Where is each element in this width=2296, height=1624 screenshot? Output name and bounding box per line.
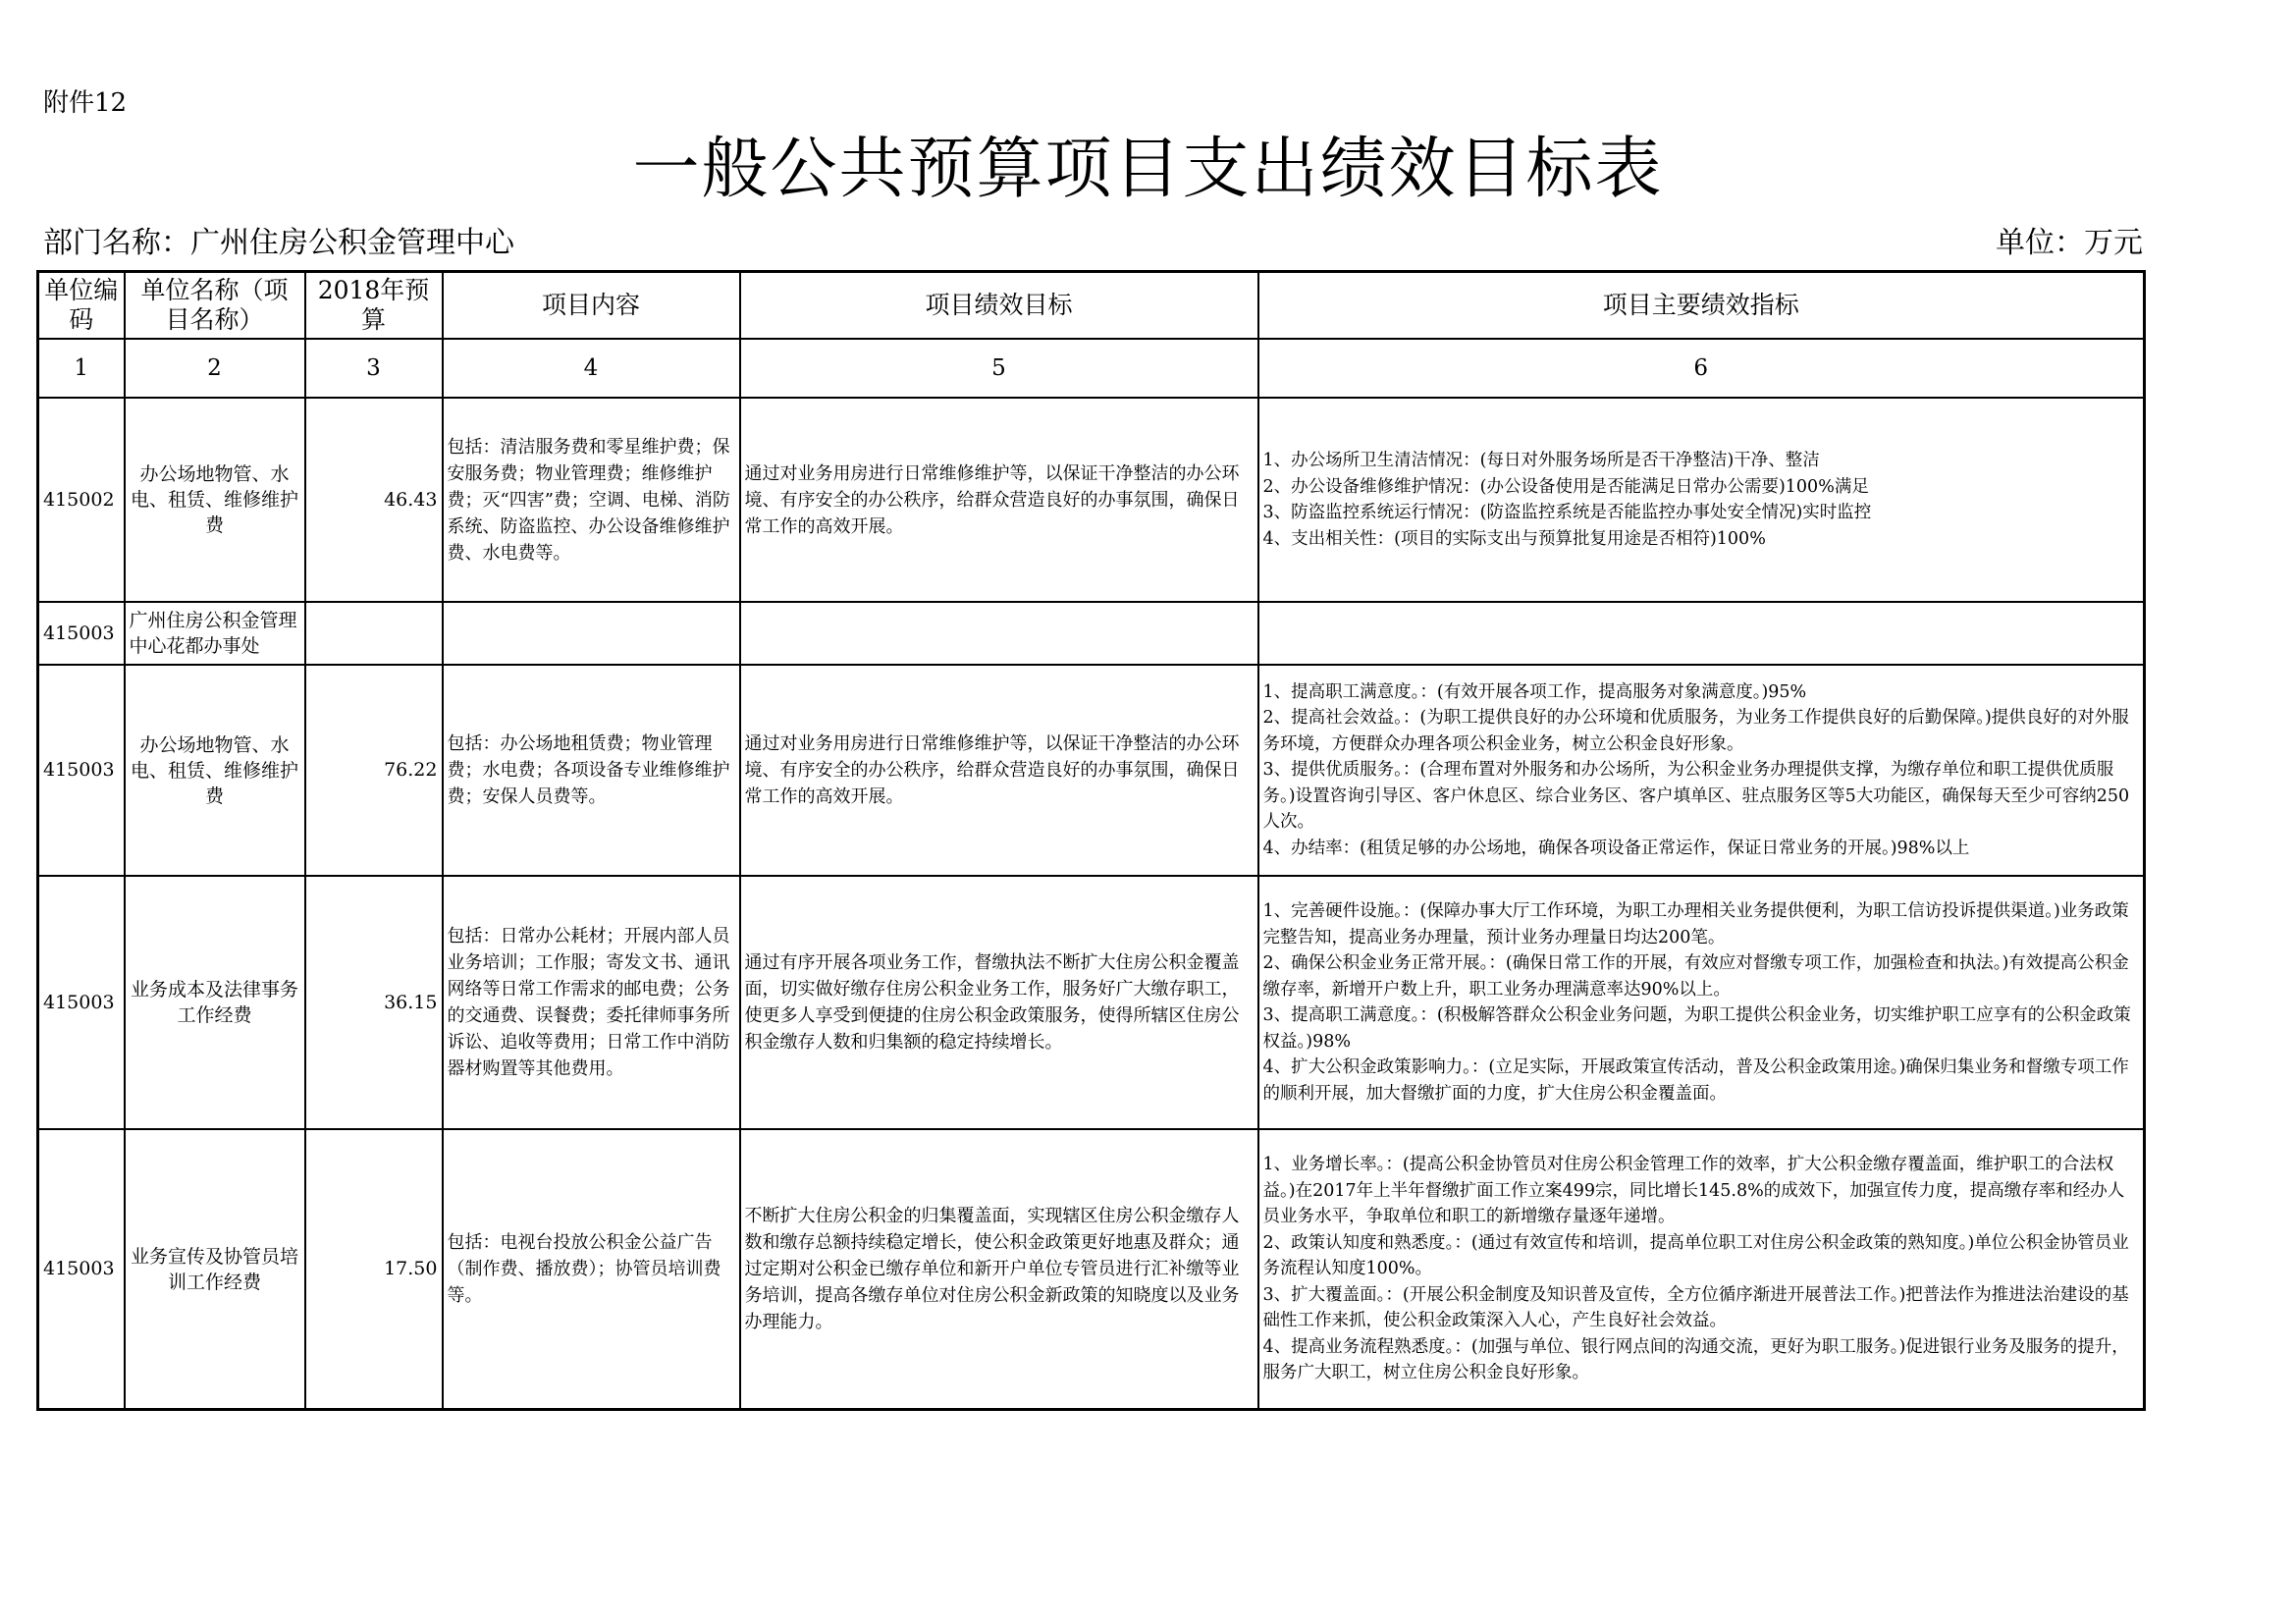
performance-table xyxy=(36,270,2146,1411)
project-name: 办公场地物管、水电、租赁、维修维护费 xyxy=(125,398,305,602)
project-content xyxy=(443,602,740,665)
performance-indicators xyxy=(1258,398,2145,602)
table-row xyxy=(38,1129,2145,1410)
performance-goal: 不断扩大住房公积金的归集覆盖面，实现辖区住房公积金缴存人数和缴存总额持续稳定增长，使公积金政策更好地惠及群众；通过定期对公积金已缴存单位和新开户单位专管员进行汇补缴等业务培训，提高各缴存单位对住房公积金新政策的知晓度以及业务办理能力。 xyxy=(740,1129,1258,1410)
department-name: 部门名称：广州住房公积金管理中心 xyxy=(43,226,514,260)
indicator-item: 2、政策认知度和熟悉度。：(通过有效宣传和培训，提高单位职工对住房公积金政策的熟知度。)单位公积金协管员业务流程认知度100%。 xyxy=(1262,1232,2129,1279)
header-indicators: 项目主要绩效指标 xyxy=(1258,272,2145,340)
unit-code: 415003 xyxy=(38,602,125,665)
performance-goal: 通过对业务用房进行日常维修维护等，以保证干净整洁的办公环境、有序安全的办公秩序，给群众营造良好的办事氛围，确保日常工作的高效开展。 xyxy=(740,665,1258,876)
indicator-item: 3、防盗监控系统运行情况：(防盗监控系统是否能监控办事处安全情况)实时监控 xyxy=(1262,503,1872,522)
header-code: 单位编码 xyxy=(38,272,125,340)
performance-goal: 通过对业务用房进行日常维修维护等，以保证干净整洁的办公环境、有序安全的办公秩序，给群众营造良好的办事氛围，确保日常工作的高效开展。 xyxy=(740,398,1258,602)
performance-indicators xyxy=(1258,1129,2145,1410)
column-number: 2 xyxy=(125,339,305,398)
project-name: 业务宣传及协管员培训工作经费 xyxy=(125,1129,305,1410)
unit-code: 415002 xyxy=(38,398,125,602)
unit-label: 单位：万元 xyxy=(1996,226,2143,260)
unit-code: 415003 xyxy=(38,665,125,876)
annex-label: 附件12 xyxy=(43,88,128,118)
project-name: 业务成本及法律事务工作经费 xyxy=(125,876,305,1129)
header-budget: 2018年预算 xyxy=(305,272,443,340)
column-number-row xyxy=(38,339,2145,398)
indicator-item: 2、提高社会效益。：(为职工提供良好的办公环境和优质服务，为业务工作提供良好的后勤保障。)提供良好的对外服务环境，方便群众办理各项公积金业务，树立公积金良好形象。 xyxy=(1262,708,2129,754)
budget-value: 46.43 xyxy=(305,398,443,602)
indicator-item: 4、扩大公积金政策影响力。：(立足实际，开展政策宣传活动，普及公积金政策用途。)确保归集业务和督缴专项工作的顺利开展，加大督缴扩面的力度，扩大住房公积金覆盖面。 xyxy=(1262,1057,2129,1104)
project-name: 办公场地物管、水电、租赁、维修维护费 xyxy=(125,665,305,876)
indicator-item: 3、提高职工满意度。：(积极解答群众公积金业务问题，为职工提供公积金业务，切实维护职工应享有的公积金政策权益。)98% xyxy=(1262,1005,2131,1052)
indicator-item: 4、支出相关性：(项目的实际支出与预算批复用途是否相符)100% xyxy=(1262,528,1766,549)
unit-code: 415003 xyxy=(38,1129,125,1410)
performance-indicators xyxy=(1258,665,2145,876)
indicator-item: 1、业务增长率。：(提高公积金协管员对住房公积金管理工作的效率，扩大公积金缴存覆盖面，维护职工的合法权益。)在2017年上半年督缴扩面工作立案499宗，同比增长145.8%的成效下，加强宣传力度，提高缴存率和经办人员业务水平，争取单位和职工的新增缴存量逐年递增。 xyxy=(1262,1155,2125,1227)
project-content: 包括：清洁服务费和零星维护费；保安服务费；物业管理费；维修维护费；灭“四害”费；空调、电梯、消防系统、防盗监控、办公设备维修维护费、水电费等。 xyxy=(443,398,740,602)
budget-value: 76.22 xyxy=(305,665,443,876)
budget-value: 36.15 xyxy=(305,876,443,1129)
column-number: 1 xyxy=(38,339,125,398)
header-row xyxy=(38,272,2145,340)
header-goal: 项目绩效目标 xyxy=(740,272,1258,340)
column-number: 5 xyxy=(740,339,1258,398)
project-content: 包括：电视台投放公积金公益广告（制作费、播放费）；协管员培训费等。 xyxy=(443,1129,740,1410)
performance-indicators xyxy=(1258,602,2145,665)
header-content: 项目内容 xyxy=(443,272,740,340)
budget-value: 17.50 xyxy=(305,1129,443,1410)
indicator-item: 3、提供优质服务。：(合理布置对外服务和办公场所，为公积金业务办理提供支撑，为缴存单位和职工提供优质服务。)设置咨询引导区、客户休息区、综合业务区、客户填单区、驻点服务区等5大功能区，确保每天至少可容纳250人次。 xyxy=(1262,760,2130,833)
project-content: 包括：办公场地租赁费；物业管理费；水电费；各项设备专业维修维护费；安保人员费等。 xyxy=(443,665,740,876)
column-number: 6 xyxy=(1258,339,2145,398)
project-content: 包括：日常办公耗材；开展内部人员业务培训；工作服；寄发文书、通讯网络等日常工作需求的邮电费；公务的交通费、误餐费；委托律师事务所诉讼、追收等费用；日常工作中消防器材购置等其他费用。 xyxy=(443,876,740,1129)
column-number: 4 xyxy=(443,339,740,398)
performance-goal: 通过有序开展各项业务工作，督缴执法不断扩大住房公积金覆盖面，切实做好缴存住房公积金业务工作，服务好广大缴存职工，使更多人享受到便捷的住房公积金政策服务，使得所辖区住房公积金缴存人数和归集额的稳定持续增长。 xyxy=(740,876,1258,1129)
indicator-item: 2、确保公积金业务正常开展。：(确保日常工作的开展，有效应对督缴专项工作，加强检查和执法。)有效提高公积金缴存率，新增开户数上升，职工业务办理满意率达90%以上。 xyxy=(1262,953,2129,1000)
performance-indicators xyxy=(1258,876,2145,1129)
column-number: 3 xyxy=(305,339,443,398)
indicator-item: 1、办公场所卫生清洁情况：(每日对外服务场所是否干净整洁)干净、整洁 xyxy=(1262,451,1820,470)
indicator-item: 4、提高业务流程熟悉度。：(加强与单位、银行网点间的沟通交流，更好为职工服务。)促进银行业务及服务的提升，服务广大职工，树立住房公积金良好形象。 xyxy=(1262,1336,2129,1383)
project-name: 广州住房公积金管理中心花都办事处 xyxy=(125,602,305,665)
table-row xyxy=(38,602,2145,665)
indicator-item: 3、扩大覆盖面。：(开展公积金制度及知识普及宣传，全方位循序渐进开展普法工作。)把普法作为推进法治建设的基础性工作来抓，使公积金政策深入人心，产生良好社会效益。 xyxy=(1262,1284,2129,1331)
indicator-item: 1、完善硬件设施。：(保障办事大厅工作环境，为职工办理相关业务提供便利，为职工信访投诉提供渠道。)业务政策完整告知，提高业务办理量，预计业务办理量日均达200笔。 xyxy=(1262,901,2129,947)
indicator-item: 1、提高职工满意度。：(有效开展各项工作，提高服务对象满意度。)95% xyxy=(1262,681,1807,702)
indicator-item: 4、办结率：(租赁足够的办公场地，确保各项设备正常运作，保证日常业务的开展。)98%以上 xyxy=(1262,838,1970,858)
indicator-item: 2、办公设备维修维护情况：(办公设备使用是否能满足日常办公需要)100%满足 xyxy=(1262,476,1869,497)
table-row xyxy=(38,398,2145,602)
page-title: 一般公共预算项目支出绩效目标表 xyxy=(632,131,1664,208)
table-row xyxy=(38,665,2145,876)
performance-goal xyxy=(740,602,1258,665)
budget-value xyxy=(305,602,443,665)
unit-code: 415003 xyxy=(38,876,125,1129)
table-row xyxy=(38,876,2145,1129)
header-name: 单位名称（项目名称） xyxy=(125,272,305,340)
